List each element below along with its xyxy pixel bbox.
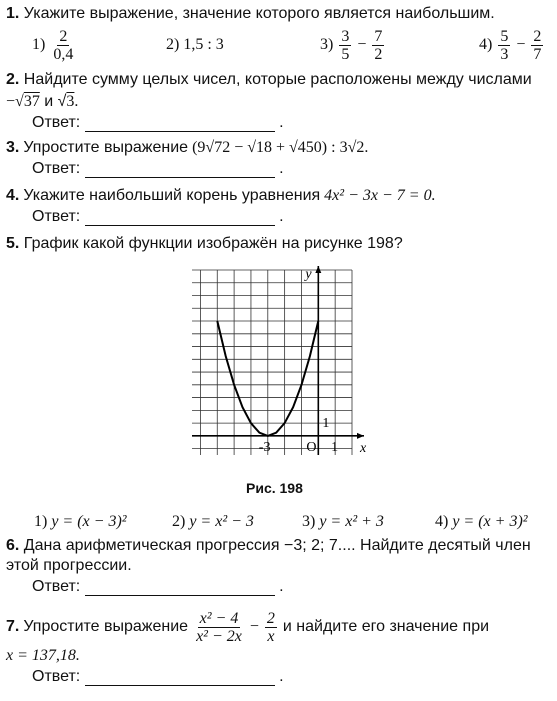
q2-text-line1 — [6, 70, 532, 90]
option-label: 4) — [479, 36, 493, 54]
q5-option-1 — [34, 513, 127, 531]
option-label: 2) — [166, 36, 180, 53]
option-label: 2) — [172, 513, 186, 530]
fraction — [51, 28, 75, 63]
q4-text — [6, 186, 436, 206]
q3-expression: (9√72 − √18 + √450) : 3√2. — [192, 139, 369, 156]
fraction — [265, 610, 277, 645]
q6-text-line1 — [6, 536, 531, 556]
tick-label-x-neg: -3 — [258, 439, 271, 455]
option-expr: y = x² + 3 — [319, 513, 384, 530]
q5-option-4 — [435, 513, 528, 531]
fraction — [194, 610, 244, 645]
operator: − — [249, 618, 259, 636]
answer-label: Ответ: — [32, 160, 81, 177]
radicand: 37 — [23, 93, 40, 110]
numerator: 5 — [500, 28, 509, 45]
answer-label: Ответ: — [32, 114, 81, 131]
option-expr: y = (x − 3)² — [51, 513, 127, 530]
denominator: 0,4 — [53, 46, 74, 63]
numerator: 2 — [266, 610, 275, 627]
answer-field[interactable] — [85, 579, 275, 596]
q1-option-4 — [479, 28, 545, 63]
function-graph — [180, 262, 370, 472]
tick-label-y-pos: 1 — [322, 416, 330, 432]
option-label: 3) — [320, 36, 334, 54]
q5-number: 5. — [6, 235, 20, 252]
q5-text — [6, 234, 403, 254]
numerator: 2 — [533, 28, 542, 45]
option-label: 4) — [435, 513, 449, 530]
q5-option-2 — [172, 513, 254, 531]
q7-text — [6, 610, 489, 645]
q3-number: 3. — [6, 139, 20, 156]
q7-prompt: Упростите выражение — [23, 618, 189, 636]
option-label: 3) — [302, 513, 316, 530]
fraction — [372, 28, 384, 63]
y-axis-label: y — [305, 267, 312, 282]
expr-part: . — [74, 93, 79, 110]
fraction — [531, 28, 543, 63]
q5-prompt: График какой функции изображён на рисунке 198? — [23, 235, 403, 252]
origin-label: O — [306, 439, 317, 455]
q1-text — [6, 4, 495, 24]
q3-answer: Ответ: . — [32, 160, 284, 177]
answer-label: Ответ: — [32, 208, 81, 225]
option-expr: y = x² − 3 — [189, 513, 254, 530]
q6-answer: Ответ: . — [32, 578, 284, 595]
q4-prompt: Укажите наибольший корень уравнения — [23, 187, 321, 204]
expr-part: −√ — [6, 93, 24, 110]
q1-option-2 — [166, 36, 224, 54]
denominator: 3 — [500, 46, 509, 63]
radicand: 3 — [66, 93, 75, 110]
x-axis-arrow — [357, 433, 364, 439]
answer-field[interactable] — [85, 669, 275, 686]
q6-text-line2: этой прогрессии. — [6, 557, 132, 574]
q3-prompt: Упростите выражение — [23, 139, 189, 156]
fraction — [339, 28, 351, 63]
fraction — [498, 28, 510, 63]
denominator: x — [267, 628, 275, 645]
q2-number: 2. — [6, 71, 20, 88]
q4-answer: Ответ: . — [32, 208, 284, 225]
q1-number: 1. — [6, 5, 20, 22]
figure-caption: Рис. 198 — [246, 480, 303, 496]
numerator: 3 — [341, 28, 350, 45]
q1-option-1 — [32, 28, 77, 63]
q6-prompt: Дана арифметическая прогрессия −3; 2; 7.... Найдите десятый член — [23, 537, 531, 554]
tick-label-x-pos: 1 — [331, 439, 339, 455]
option-label: 1) — [34, 513, 48, 530]
numerator: 2 — [59, 28, 68, 45]
q4-equation: 4x² − 3x − 7 = 0. — [324, 187, 436, 204]
answer-label: Ответ: — [32, 578, 81, 595]
denominator: x² − 2x — [196, 628, 242, 645]
q5-option-3 — [302, 513, 384, 531]
q7-value: x = 137,18. — [6, 647, 80, 664]
q2-answer: Ответ: . — [32, 114, 284, 131]
q6-number: 6. — [6, 537, 20, 554]
answer-field[interactable] — [85, 209, 275, 226]
q1-prompt: Укажите выражение, значение которого является наибольшим. — [23, 5, 495, 22]
operator: − — [516, 36, 526, 54]
denominator: 2 — [374, 46, 383, 63]
q1-option-3 — [320, 28, 386, 63]
answer-field[interactable] — [85, 161, 275, 178]
q7-number: 7. — [6, 618, 20, 636]
option-expr: y = (x + 3)² — [452, 513, 528, 530]
expr-part: и √ — [39, 93, 67, 110]
q2-prompt: Найдите сумму целых чисел, которые расположены между числами — [23, 71, 532, 88]
q3-text — [6, 138, 368, 158]
q7-prompt-tail: и найдите его значение при — [282, 618, 490, 636]
q4-number: 4. — [6, 187, 20, 204]
denominator: 7 — [533, 46, 542, 63]
operator: − — [357, 36, 367, 54]
denominator: 5 — [341, 46, 350, 63]
answer-field[interactable] — [85, 115, 275, 132]
numerator: 7 — [374, 28, 383, 45]
q7-answer: Ответ: . — [32, 668, 284, 685]
option-expr: 1,5 : 3 — [183, 36, 224, 53]
option-label: 1) — [32, 36, 46, 54]
y-axis-arrow — [315, 266, 321, 273]
numerator: x² − 4 — [199, 610, 239, 627]
q2-text-line2 — [6, 92, 78, 112]
answer-label: Ответ: — [32, 668, 81, 685]
x-axis-label: x — [360, 440, 367, 456]
